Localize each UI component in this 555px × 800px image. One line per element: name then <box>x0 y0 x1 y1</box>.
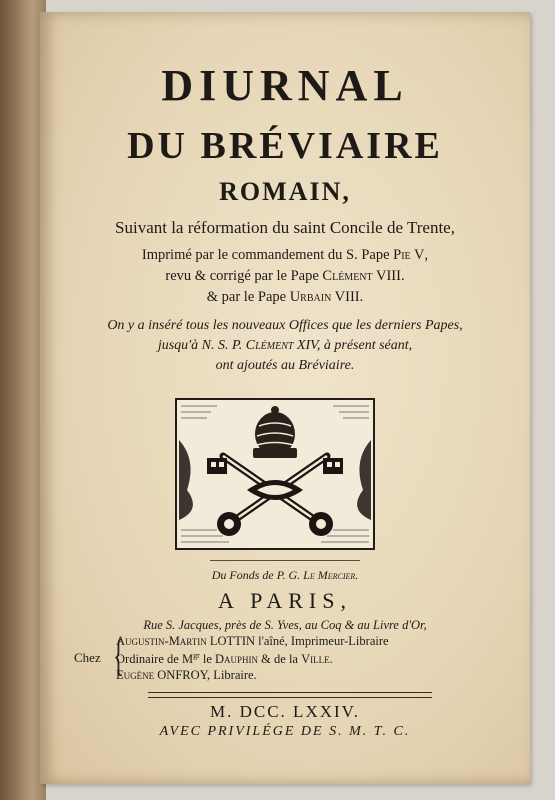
pope-name: Clément <box>322 268 373 284</box>
editor-text: . <box>329 652 333 667</box>
date-line: M. DCC. LXXIV. <box>209 702 360 721</box>
imprint-line-3 <box>40 289 530 306</box>
brace-icon: { <box>113 631 124 680</box>
editor-superscript: gr <box>193 651 200 660</box>
imprint-text: VIII. <box>331 289 364 305</box>
editor-line-2 <box>116 651 516 667</box>
privilege-line: AVEC PRIVILÉGE DE S. M. T. C. <box>159 724 411 739</box>
editor-text: ONFROY, Libraire. <box>154 668 257 682</box>
pope-name: Pie V <box>393 247 425 263</box>
editor-name: Augustin-Martin <box>116 634 207 648</box>
insertion-text: XIV, à présent séant, <box>293 338 413 353</box>
divider-rule <box>210 560 360 561</box>
imprint-text: revu & corrigé par le Pape <box>165 268 323 284</box>
imprint-text: , <box>424 247 429 263</box>
double-rule <box>148 692 432 698</box>
city-line: A PARIS, <box>217 588 352 613</box>
fonds-text: Du Fonds de P. G. <box>211 568 304 582</box>
editor-line-3 <box>116 668 516 683</box>
editor-line-1 <box>116 634 516 649</box>
imprint-text: & par le Pape <box>206 289 290 305</box>
imprint-text: VIII. <box>372 268 405 284</box>
address-line: Rue S. Jacques, près de S. Yves, au Coq & au Livre d'Or, <box>143 618 427 632</box>
pope-name: Urbain <box>289 289 332 305</box>
fonds-name: Le Mercier <box>303 568 356 582</box>
editor-text: LOTTIN l'aîné, Imprimeur-Libraire <box>206 634 389 648</box>
editor-text: Ville <box>301 652 330 667</box>
insertion-line-3: ont ajoutés au Bréviaire. <box>215 358 355 373</box>
editor-text: le <box>199 652 216 667</box>
title-page <box>40 12 530 784</box>
title-line-3: ROMAIN, <box>219 177 351 206</box>
insertion-text: jusqu'à N. S. P. <box>157 338 246 353</box>
imprint-text: Imprimé par le commandement du S. Pape <box>141 247 394 263</box>
insertion-line-2 <box>40 338 530 354</box>
fonds-line <box>40 568 530 583</box>
editor-text: Dauphin <box>215 652 259 667</box>
title-line-2: DU BRÉVIAIRE <box>127 125 443 167</box>
title-line-1: DIURNAL <box>161 61 409 110</box>
fonds-text: . <box>355 568 359 582</box>
imprint-line-1 <box>40 247 530 264</box>
chez-label: Chez <box>74 650 101 665</box>
imprint-line-2 <box>40 268 530 285</box>
insertion-line-1: On y a inséré tous les nouveaux Offices que les derniers Papes, <box>107 318 463 333</box>
subtitle: Suivant la réformation du saint Concile de Trente, <box>115 218 455 237</box>
papal-arms-woodcut <box>175 398 375 550</box>
editor-text: Ordinaire de M <box>116 652 194 667</box>
editor-name: Eugène <box>116 668 155 682</box>
editor-text: & de la <box>258 652 302 667</box>
tiara-and-keys-icon <box>177 400 373 548</box>
pope-name: Clément <box>245 338 294 353</box>
